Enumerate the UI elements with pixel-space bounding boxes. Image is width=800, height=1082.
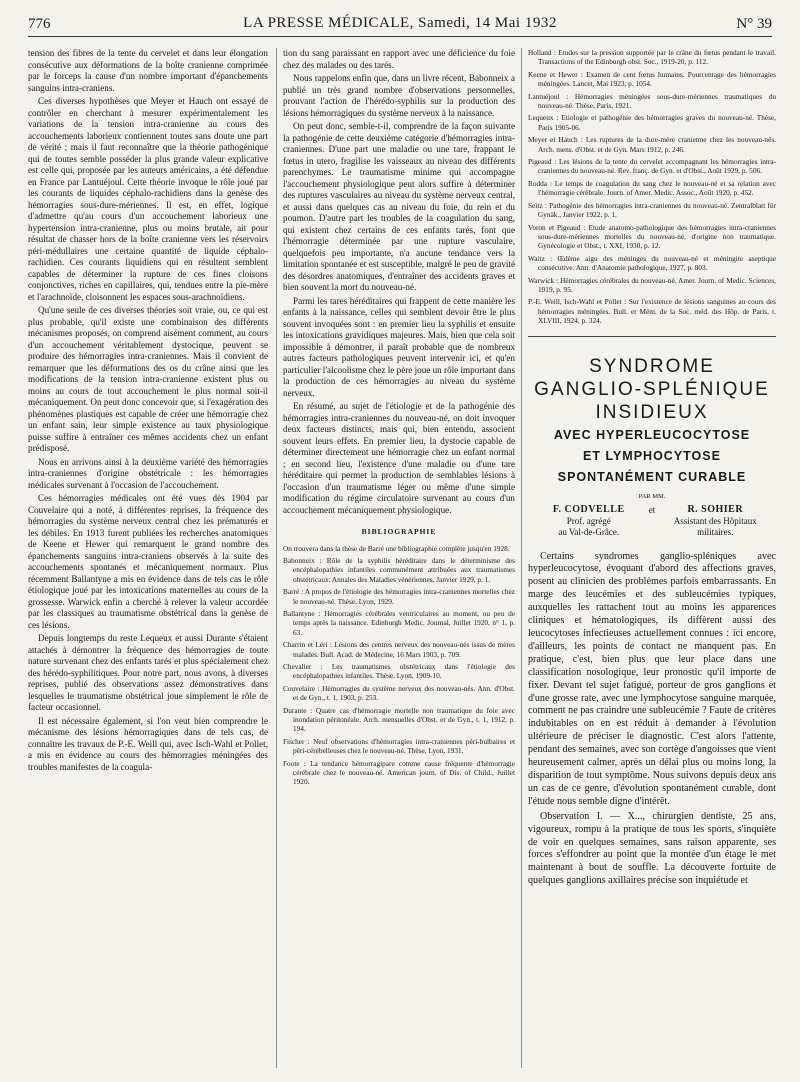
bibliography-entry: Ballantyne : Hémorragies cérébrales ventriculaires au moment, ou peu de temps après la naissance. Edinburgh Medic. Journal, Juillet 1920, n° 1, p. 63. (283, 608, 515, 637)
bibliography-entry: Waitz : Œdème aigu des méninges du nouveau-né et méningite aseptique consécutive. Ann. d'Anatomie pathologique, 1927, p. 803. (528, 253, 776, 273)
byline-prefix: PAR MM. (638, 492, 666, 500)
article-subtitle-line: AVEC HYPERLEUCOCYTOSE (553, 427, 751, 442)
bibliography-entry: Barré : A propos de l'étiologie des hémorragies intra-craniennes mortelles chez le nouveau-né. Thèse, Lyon, 1929. (283, 587, 515, 606)
bibliography-heading: BIBLIOGRAPHIE (361, 527, 437, 536)
paragraph: Ces diverses hypothèses que Meyer et Hauch ont essayé de contrôler en cherchant à mesurer expérimentalement les variations de la tension intra-cranienne au cours des accouchements laborieux contiennent toutes sans doute une part de vérité ; mais il faut reconnaître que la théorie pathogénique qui de toutes semble posséder la plus grande valeur explicative est celle qui, proposée par les auteurs américains, a été défendue en France par Lantuéjoul. Cette théorie invoque le rôle joué par les courants de liquides céphalo-rachidiens dans la genèse des hémorragies sous-dure-mériennes. Il est, en effet, logique d'admettre qu'au cours d'un accouchement laborieux une hypertension intra-cranienne, plus ou moins brutale, ait pour résultat de chasser hors de la boîte cranienne vers les réservoirs péri-médullaires une certaine quantité de liquide céphalo-rachidien. Ces courants liquidiens qui en résultent semblent capables de déterminer la rupture de ces fines cloisons conjonctives, riches en capillaires, qui, tendues entre la pie-mère et l'arachnoïde, cloisonnent les espaces sous-arachnoïdiens. (28, 96, 268, 302)
column-right (528, 48, 776, 890)
paragraph: Qu'une seule de ces diverses théories soit vraie, ou, ce qui est plus probable, qu'il existe une combinaison des différents mécanismes proposés, on comprend aisément comment, au cours d'un accouchement véritablement dystocique, peuvent se produire des hémorragies intra-craniennes. Mais il convient de remarquer que les déformations des os du crâne ainsi que les modifications de la tension intra-cranienne existent plus ou moins au cours de tout accouchement le plus normal soit-il mécaniquement. On peut donc concevoir que, si l'exagération des phénomènes plastiques est capable de créer une hémorragie chez un enfant sain, leur simple existence au taux physiologique puisse suffire à entraîner ces mêmes accidents chez un enfant prédisposé. (28, 305, 268, 453)
section-divider (528, 336, 776, 337)
author-name: R. SOHIER (687, 504, 744, 516)
bibliography-list-continued (528, 48, 776, 326)
author-codvelle (539, 504, 639, 539)
article-title-line: INSIDIEUX (595, 401, 709, 423)
bibliography-entry: Pigeaud : Les lésions de la tente du cervelet accompagnant les hémorragies intra-craniennes du nouveau-né. Rev. franç. de Gyn. et d'Obst., Août 1929, p. 506. (528, 157, 776, 176)
author-affiliation: au Val-de-Grâce. (558, 527, 620, 538)
article-title-block (528, 355, 776, 539)
bibliography-entry: Fischer : Neuf observations d'hémorragies intra-craniennes péri-bulbaires et péri-cérébelleuses chez le nouveau-né. Thèse, Lyon, 1931. (283, 736, 515, 756)
authors (528, 504, 776, 539)
paragraph: tion du sang paraissant en rapport avec une déficience du foie chez des malades ou des tarés. (283, 48, 515, 70)
issue-number: N° 39 (736, 16, 772, 32)
article-subtitle-line: SPONTANÉMENT CURABLE (557, 469, 747, 484)
bibliography-entry: Couvelaire : Hémorragies du système nerveux des nouveau-nés. Ann. d'Obst. et de Gyn., t. 1, 1903, p. 253. (283, 683, 515, 703)
author-name: F. CODVELLE (552, 504, 625, 516)
page-number: 776 (28, 16, 51, 32)
paragraph: Ces hémorragies médicales ont été vues dès 1904 par Couvelaire qui a noté, à différentes reprises, la fréquence des hémorragies du système nerveux central chez les prématurés et les débiles. En 1913 furent publiées les recherches anatomiques de Keene et Hewer qui remarquent le grand nombre des épanchements sanguins intra-craniens observés à la suite des accouchements spontanés et mécaniquement normaux. Plus récemment Ballantyne a mis en évidence dans de tels cas le rôle étiologique joué par les intoxications maternelles au cours de la grossesse. Warwick enfin a cherché à relever la valeur accordée par les classiques au traumatisme obstétrical dans la genèse de ces lésions. (28, 493, 268, 630)
article-body (528, 551, 776, 889)
author-sohier (665, 504, 765, 539)
paragraph: Nous en arrivons ainsi à la deuxième variété des hémorragies intra-craniennes d'origine obstétricale : les hémorragies médicales survenant à l'occasion de l'accouchement. (28, 456, 268, 490)
paragraph: Parmi les tares héréditaires qui frappent de cette manière les enfants à la naissance, celles qui semblent devoir être le plus souvent invoquées sont : en premier lieu la syphilis et ensuite les intoxications gravidiques majeures. Mais, bien que cela soit impossible à démontrer, il paraît probable que de nombreux autres facteurs pathologiques peuvent intervenir ici, et qu'en particulier l'alcoolisme chez le père joue un rôle important dans la production de ces hémorragies au niveau du système nerveux. (283, 295, 515, 398)
bibliography-entry: P.-E. Weill, Isch-Wahl et Pollet : Sur l'existence de lésions sanguines au cours des hémorragies méningées. Bull. et Mém. de la Soc. méd. des Hôp. de Paris, t. XLVIII, 1924, p. 324. (528, 297, 776, 326)
paragraph: Depuis longtemps du reste Lequeux et aussi Durante s'étaient attachés à démontrer la fréquence des hémorragies de toute nature survenant chez des enfants tarés et plus spécialement chez des hérédo-syphilitiques. Pour notre part, nous avons, à diverses reprises, publié des observations assez démonstratives dans lesquelles le traumatisme obstétrical joue simplement le rôle de facteur occasionnel. (28, 633, 268, 712)
bibliography-entry: Warwick : Hémorragies cérébrales du nouveau-né. Amer. Journ. of Medic. Sciences, 1919, p. 95. (528, 275, 776, 294)
column-rule-2 (521, 48, 522, 1068)
page-header (28, 14, 772, 37)
author-title: Assistant des Hôpitaux (673, 515, 757, 526)
bibliography-entry: Keene et Hewer : Examen de cent fœtus humains. Pourcentage des hémorragies méningées. Lancet, Mai 1923, p. 1054. (528, 69, 776, 89)
bibliography-entry: Chevalier : Les traumatismes obstétricaux dans l'étiologie des encéphalopathies infantiles. Thèse, Lyon, 1909-10. (283, 661, 515, 681)
bibliography-entry: Charrin et Léri : Lésions des centres nerveux des nouveau-nés issus de mères malades. Bull. Acad. de Médecine, 16 Mars 1903, p. 709. (283, 640, 515, 659)
bibliography-entry: Holland : Etudes sur la pression supportée par le crâne du fœtus pendant le travail. Transactions of the Edinburgh obst. Soc., 1919-20, p. 112. (528, 48, 776, 67)
article-title-line: SYNDROME (589, 355, 715, 377)
paragraph: Nous rappelons enfin que, dans un livre récent, Babonneix a publié un très grand nombre d'observations personnelles, prouvant l'action de l'hérédo-syphilis sur la production des lésions hémorragiques du système nerveux à la naissance. (283, 73, 515, 118)
bibliography-entry: Durante : Quatre cas d'hémorragie mortelle non traumatique du foie avec inondation péritonéale. Arch. mensuelles d'Obst. et de Gyn., t. 1, 1912, p. 194. (283, 705, 515, 734)
paragraph: Certains syndromes ganglio-spléniques avec hyperleucocytose, évoquant d'abord des affections graves, posent au clinicien des problèmes parfois embarrassants. En marge des leucémies et des subleucémies typiques, auxquelles les rattachent tout au moins les apparences cliniques et hématologiques, ils diffèrent aussi des leucocytoses infectieuses actuellement connues : ici encore, d'ailleurs, les points de contact ne manquent pas. En pratique, c'est, bien plus que leur place dans une classification nosologique, leur pronostic qu'il importe de fixer. Devant tel sujet fatigué, porteur de gros ganglions et d'une grosse rate, avec une lymphocytose sanguine marquée, comment ne pas craindre une subleucémie ? Faute de critères indubitables on en est réduit à demander à l'évolution ultérieure de préciser le diagnostic. C'est alors l'attente, pendant des semaines, avec son cortège d'angoisses que vient heureusement calmer, après un délai plus ou moins long, la disparition de tout symptôme. Nous suivons depuis deux ans un cas de ce genre, d'évolution spontanément curable, dont l'étude nous semble digne d'intérêt. (528, 550, 776, 807)
paragraph: Observation I. — X..., chirurgien dentiste, 25 ans, vigoureux, rompu à la pratique de tous les sports, s'inquiète de voir en quelques semaines, sans raison apparente, ses forces s'effondrer au point que la montée d'un étage le met maintenant à bout de souffle. La découverte fortuite de quelques ganglions axillaires précise son inquiétude et (528, 810, 776, 887)
paragraph: On peut donc, semble-t-il, comprendre de la façon suivante la pathogénie de cette deuxième catégorie d'hémorragies intra-craniennes. D'une part une maladie ou une tare, frappant le fœtus in utero, fragilise les vaisseaux au niveau des différents parenchymes. Le traumatisme minime qui accompagne l'accouchement physiologique peut alors suffire à déterminer des ruptures vasculaires au niveau du système nerveux central, et aussi dans quelques cas au niveau du foie, du rein et du poumon. D'autre part les troubles de la coagulation du sang, qui existent chez certains de ces enfants tarés, font que l'hémorragie déterminée par une rupture vasculaire, quelquefois peu importante, n'a aucune tendance vers la limitation spontanée et est susceptible, malgré le peu de gravité des désordres anatomiques, d'entraîner des accidents graves et bien souvent la mort du nouveau-né. (283, 121, 515, 292)
bibliography-entry: Lequeux : Etiologie et pathogénie des hémorragies graves du nouveau-né. Thèse, Paris 1905-06. (528, 113, 776, 132)
journal-title: LA PRESSE MÉDICALE, Samedi, 14 Mai 1932 (243, 15, 557, 31)
paragraph: Il est nécessaire également, si l'on veut bien comprendre le mécanisme des lésions hémorragiques dans de tels cas, de connaître les travaux de P.-E. Weill qui, avec Isch-Wahl et Pollet, a mis en évidence au cours des hémorragies méningées des troubles manifestes de la coagula- (28, 715, 268, 772)
column-left (28, 48, 268, 775)
paragraph: En résumé, au sujet de l'étiologie et de la pathogénie des hémorragies intra-craniennes du nouveau-né, on doit invoquer deux facteurs distincts, mais qui, bien entendu, associent souvent leurs effets. En premier lieu, la dystocie capable de déterminer directement une hémorragie chez un enfant normal ; en second lieu, l'existence d'une maladie ou d'une tare héréditaire qui permet la production de semblables lésions à l'occasion d'un traumatisme léger ou même d'une simple modification du régime circulatoire survenant au cours d'un accouchement mécaniquement physiologique. (283, 401, 515, 515)
paragraph: tension des fibres de la tente du cervelet et dans leur élongation consécutive aux déformations de la boîte cranienne comprimée par le forceps la cause d'un nombre important d'épanchements sanguins intra-craniens. (28, 48, 268, 93)
bibliography-entry: Voron et Pigeaud : Etude anatomo-pathologique des hémorragies intra-craniennes sous-dure-mériennes mortelles du nouveau-né, d'origine non traumatique. Gynécologie et Obst., t. XXI, 1930, p. 12. (528, 222, 776, 251)
bibliography-entry: On trouvera dans la thèse de Barré une bibliographie complète jusqu'en 1928. (283, 543, 510, 553)
bibliography-entry: Babonneix : Rôle de la syphilis héréditaire dans le déterminisme des encéphalopathies infantiles communément attribuées aux traumatismes obstétricaux. Annales des Maladies vénériennes, Janvier 1929, p. 1. (283, 555, 515, 584)
bibliography-entry: Lantuéjoul : Hémorragies méningées sous-dure-mériennes traumatiques du nouveau-né. Thèse, Paris, 1921. (528, 91, 776, 111)
bibliography-entry: Rodda : Le temps de coagulation du sang chez le nouveau-né et sa relation avec l'hémorragie cérébrale. Journ. of Amer. Medic. Assoc., Août 1920, p. 452. (528, 178, 776, 198)
bibliography-entry: Foote : La tendance hémorragipare comme cause fréquente d'hémorragie cérébrale chez le nouveau-né. American journ. of Dis. of Child., Juillet 1920. (283, 758, 515, 787)
author-affiliation: militaires. (697, 527, 734, 538)
column-rule-1 (276, 48, 277, 1068)
column-middle (283, 48, 515, 790)
bibliography-entry: Seitz : Pathogénie des hémorragies intra-craniennes du nouveau-né. Zentralblatt für Gynäk., Janvier 1922, p. 1. (528, 200, 776, 220)
bibliography-entry: Meyer et Hauch : Les ruptures de la dure-mère cranienne chez les nouveau-nés. Arch. mens. d'Obst. et de Gyn. Mars 1912, p. 246. (528, 135, 776, 154)
author-conjunction: et (648, 505, 656, 516)
author-title: Prof. agrégé (566, 515, 611, 526)
article-subtitle-line: ET LYMPHOCYTOSE (583, 448, 721, 463)
bibliography-list (283, 544, 515, 787)
article-title-line: GANGLIO-SPLÉNIQUE (534, 378, 770, 400)
